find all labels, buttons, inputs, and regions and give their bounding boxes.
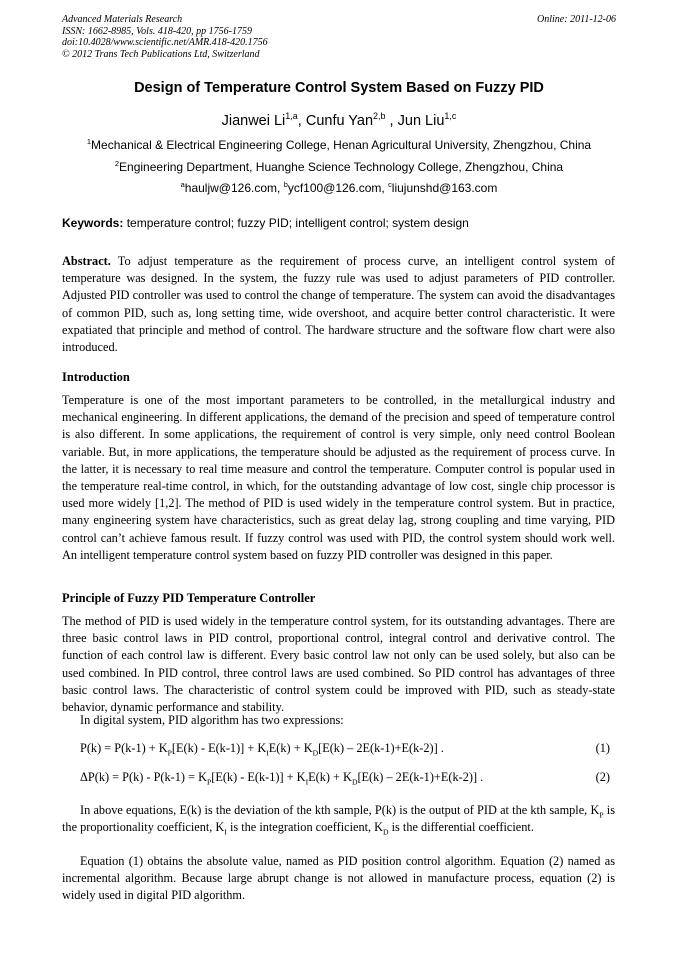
eq-subscript: D [312,748,319,758]
text-subscript: P [599,810,604,820]
introduction-heading: Introduction [62,370,130,384]
eq-term: [E(k) – 2E(k-1)+E(k-2)] . [318,741,444,755]
eq-term: E(k) + K [308,770,352,784]
principle-paragraph-1: The method of PID is used widely in the temperature control system, for its outstanding advantages. There are three basic control laws in PID control, proportional control, integral control and derivative control. The function of each control law is different. Every basic control law not only can be used solely, but also can be used combined. In PID control, three control laws are used combined. So PID control has advantages of three basic control laws. The characteristic of control system could be improved with PID, such as steady-state behavior, dynamic performance and stability. [62,614,615,715]
text-run: is the differential coefficient. [388,820,534,835]
abstract [62,253,615,356]
affiliation-1 [0,138,678,152]
equation-number: (2) [595,770,610,784]
introduction-text: Temperature is one of the most important parameters to be controlled, in the metallurgical industry and mechanical engineering. In different applications, the demand of the precision and speed of temperature control is also different. In some applications, the requirement of control is very simple, only need control Boolean variable. But, in more applications, the temperature should be adjusted as the requirement of process curve. In the latter, it is necessary to real time measure and control the temperature. Computer control is popular used in the temperature real-time control, in which, for the outstanding advantage of low cost, single chip processor is used more widely [1,2]. The method of PID is used widely in the temperature control system. But in practice, many engineering system have characteristics, such as great delay lag, strong coupling and time varying, PID control can’t achieve famous result. If fuzzy control was used with PID, the control system should work well. An intelligent temperature control system based on fuzzy PID controller was designed in this paper. [62,393,615,562]
eq-term: P(k) = P(k-1) + K [80,741,168,755]
author-sup: 1,a [285,111,298,122]
eq-subscript: I [266,748,269,758]
eq-subscript: P [167,748,172,758]
author-sep: , [297,113,306,129]
eq-term: E(k) + K [268,741,313,755]
journal-name: Advanced Materials Research [62,14,183,25]
author-sep: , [385,113,398,129]
keywords-text: temperature control; fuzzy PID; intelligent control; system design [123,216,469,230]
eq-term: [E(k) - E(k-1)] + K [171,741,267,755]
author-sup: 2,b [373,111,386,122]
equation-1 [80,741,610,756]
text-subscript: D [383,827,389,837]
affiliation-text: Engineering Department, Huanghe Science Technology College, Zhengzhou, China [119,160,564,174]
affiliation-2 [0,160,678,174]
eq-subscript: I [305,777,309,787]
abstract-label: Abstract. [62,254,111,268]
principle-heading: Principle of Fuzzy PID Temperature Controller [62,591,316,605]
email-sup: a [180,180,185,189]
eq-term: ΔP(k) = P(k) - P(k-1) = K [80,770,207,784]
doi-line: doi:10.4028/www.scientific.net/AMR.418-420.1756 [62,37,268,48]
author-name: Jianwei Li [221,113,286,129]
eq-term: [E(k) - E(k-1)] + K [211,770,306,784]
author-sup: 1,c [444,111,457,122]
paper-title: Design of Temperature Control System Based on Fuzzy PID [134,80,544,96]
eq-subscript: D [351,777,358,787]
text-run: is the proportionality coefficient, K [62,803,615,835]
journal-header [62,14,616,60]
equation-2 [80,770,610,785]
author-name: Jun Liu [397,113,445,129]
principle-paragraph-2: In digital system, PID algorithm has two expressions: [80,713,344,727]
keywords [62,216,616,230]
keywords-label: Keywords: [62,216,124,230]
eq-subscript: P [206,777,212,787]
abstract-text: To adjust temperature as the requirement of process curve, an intelligent control system of temperature was designed. In the system, the fuzzy rule was used to adjust parameters of PID controller. Adjusted PID controller was used to control the change of temperature. The system can avoid the disadvantages of common PID, such as, long setting time, wide overshoot, and acquire better control characteristic. It were expatiated that principle and method of control. The hardware structure and the software flow chart were also introduced. [62,254,615,355]
affiliation-text: Mechanical & Electrical Engineering College, Henan Agricultural University, Zhengzhou, China [91,138,592,152]
principle-paragraph-3 [62,802,615,836]
email-text: ycf100@126.com, [287,181,389,195]
affiliation-sup: 2 [114,159,120,168]
email-sup: b [283,180,288,189]
principle-paragraph-4: Equation (1) obtains the absolute value, named as PID position control algorithm. Equation (2) named as incremental algorithm. Because large abrupt change is not allowed in manufacture process, equation (2) is widely used in digital PID algorithm. [62,854,615,903]
copyright-line: © 2012 Trans Tech Publications Ltd, Switzerland [62,48,260,60]
author-list [0,113,678,129]
text-run: is the integration coefficient, K [226,820,384,835]
text-run: In above equations, E(k) is the deviation of the kth sample, P(k) is the output of PID at the kth sample, K [80,803,600,817]
author-name: Cunfu Yan [305,113,374,129]
online-date: Online: 2011-12-06 [537,14,616,25]
email-sup: c [388,180,392,189]
issn-line: ISSN: 1662-8985, Vols. 418-420, pp 1756-1759 [62,25,252,37]
email-line [0,181,678,195]
email-text: hauljw@126.com, [184,181,284,195]
equation-number: (1) [595,741,610,755]
email-text: liujunshd@163.com [391,181,498,195]
affiliation-sup: 1 [86,137,92,146]
eq-term: [E(k) – 2E(k-1)+E(k-2)] . [357,770,484,784]
text-subscript: I [224,827,227,837]
